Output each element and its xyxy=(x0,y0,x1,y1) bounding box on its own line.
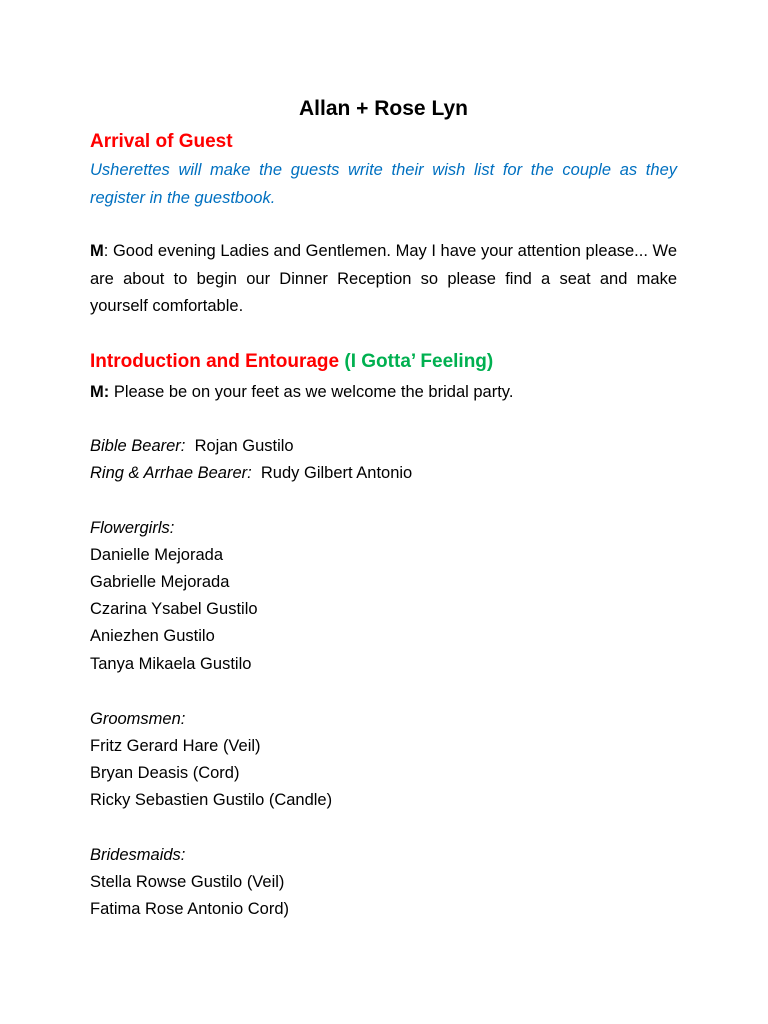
opening-speech-text: : Good evening Ladies and Gentlemen. May I have your attention please... We are about to begin our Dinner Reception so please find a seat and make yourself comfortable. xyxy=(90,242,677,315)
entourage-heading xyxy=(90,350,493,374)
bridesmaid-item: Stella Rowse Gustilo (Veil) xyxy=(90,873,285,891)
flowergirls-label: Flowergirls: xyxy=(90,519,175,537)
flowergirl-item: Aniezhen Gustilo xyxy=(90,627,215,645)
bible-bearer-name: Rojan Gustilo xyxy=(194,437,294,455)
ring-bearer-line xyxy=(90,461,412,485)
groomsman-item: Bryan Deasis (Cord) xyxy=(90,764,240,782)
groomsmen-label: Groomsmen: xyxy=(90,710,186,728)
bridesmaid-item: Fatima Rose Antonio Cord) xyxy=(90,900,290,918)
bridesmaids-label: Bridesmaids: xyxy=(90,846,186,864)
groomsman-item: Ricky Sebastien Gustilo (Candle) xyxy=(90,791,333,809)
bible-bearer-line xyxy=(90,434,294,458)
document-title: Allan + Rose Lyn xyxy=(298,97,468,120)
bible-bearer-label: Bible Bearer: xyxy=(90,437,186,455)
flowergirl-item: Gabrielle Mejorada xyxy=(90,573,230,591)
ring-bearer-name: Rudy Gilbert Antonio xyxy=(260,464,413,482)
entourage-heading-text: Introduction and Entourage xyxy=(90,351,340,372)
welcome-speech xyxy=(90,380,513,404)
flowergirl-item: Tanya Mikaela Gustilo xyxy=(90,655,252,673)
arrival-heading: Arrival of Guest xyxy=(90,131,233,152)
groomsman-item: Fritz Gerard Hare (Veil) xyxy=(90,737,261,755)
flowergirl-item: Danielle Mejorada xyxy=(90,546,223,564)
usherette-instruction: Usherettes will make the guests write their wish list for the couple as they register in the guestbook. xyxy=(90,161,677,207)
speaker-label: M xyxy=(90,242,104,260)
opening-speech xyxy=(90,238,677,321)
flowergirl-item: Czarina Ysabel Gustilo xyxy=(90,600,258,618)
ring-bearer-label: Ring & Arrhae Bearer: xyxy=(90,464,252,482)
entourage-song: (I Gotta’ Feeling) xyxy=(344,351,494,372)
speaker-label: M: xyxy=(90,383,110,401)
welcome-speech-text: Please be on your feet as we welcome the bridal party. xyxy=(109,383,514,401)
